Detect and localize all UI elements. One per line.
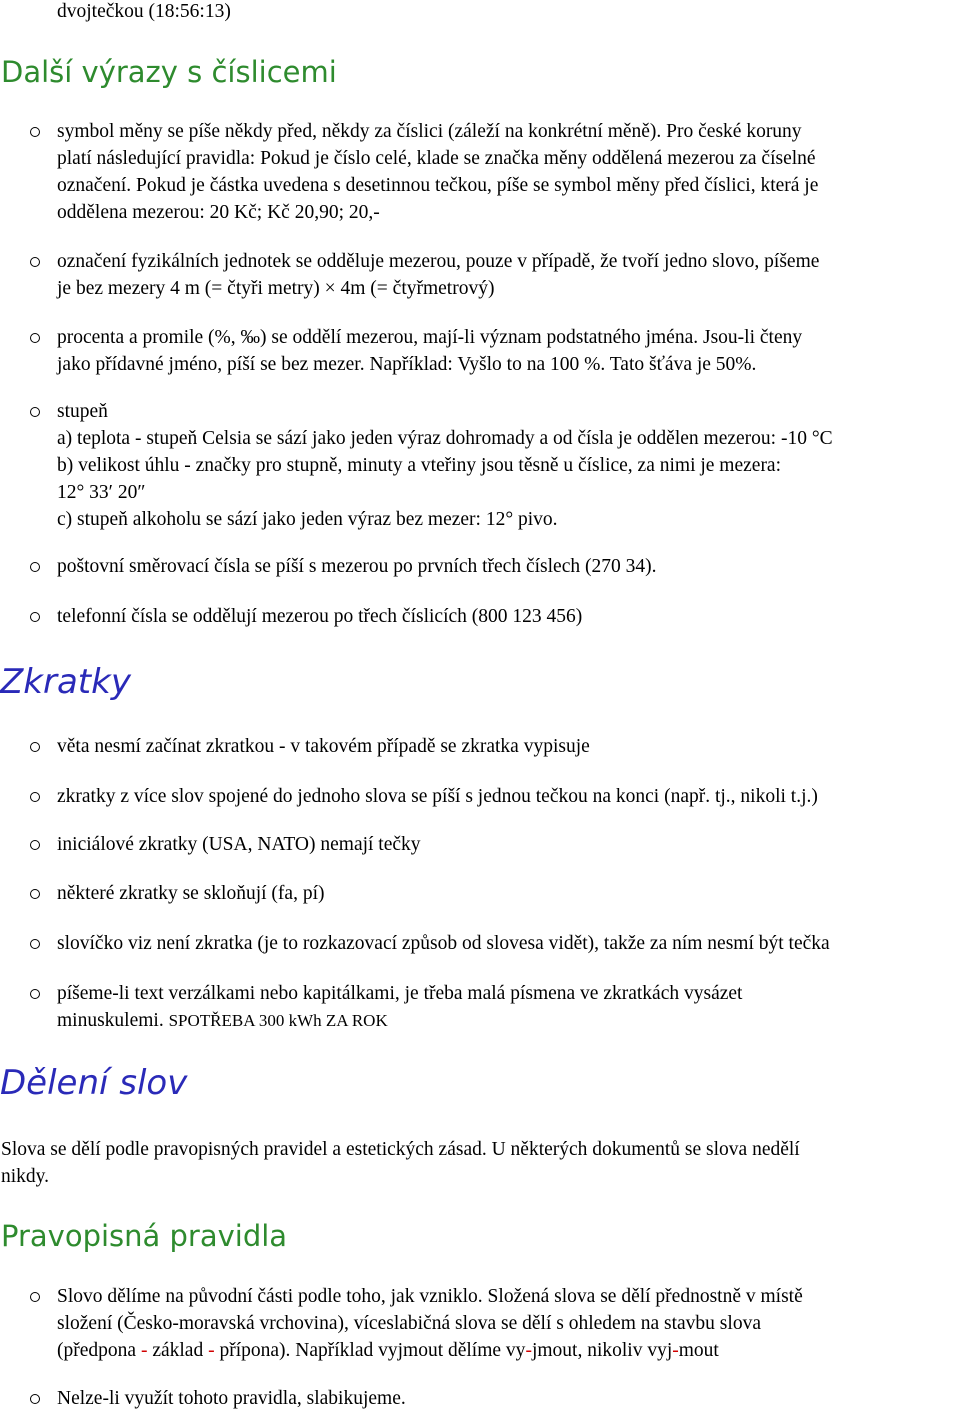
list-item [57,930,957,957]
hyphen-mark: - [672,1340,679,1361]
bullet-icon [30,889,40,899]
bullet-icon [30,333,40,343]
list-item-postal [57,553,957,580]
hyphen-mark: - [525,1340,532,1361]
item-line: telefonní čísla se oddělují mezerou po třech číslicích (800 123 456) [57,606,583,627]
bullet-icon [30,257,40,267]
item-line: iniciálové zkratky (USA, NATO) nemají tečky [57,834,421,855]
heading-abbreviations: Zkratky [0,662,131,702]
item-line: poštovní směrovací čísla se píší s mezerou po prvních třech číslech (270 34). [57,556,657,577]
text-part: základ [147,1340,209,1361]
item-line: je bez mezery 4 m (= čtyři metry) × 4m (= čtyřmetrový) [57,278,495,299]
item-line: stupeň [57,401,108,422]
item-line: procenta a promile (%, ‰) se oddělí mezerou, mají-li význam podstatného jména. Jsou-li čteny [57,327,803,348]
bullet-icon [30,127,40,137]
bullet-icon [30,612,40,622]
bullet-icon [30,792,40,802]
bullet-icon [30,407,40,417]
item-line: oddělena mezerou: 20 Kč; Kč 20,90; 20,- [57,202,380,223]
item-line: píšeme-li text verzálkami nebo kapitálkami, je třeba malá písmena ve zkratkách vysázet [57,983,743,1004]
item-line [57,1337,957,1364]
item-line: zkratky z více slov spojené do jednoho slova se píší s jednou tečkou na konci (např. tj., nikoli t.j.) [57,786,818,807]
list-item-compound [57,1283,957,1364]
hyphen-mark: - [208,1340,215,1361]
text-part: (předpona [57,1340,141,1361]
item-line: věta nesmí začínat zkratkou - v takovém případě se zkratka vypisuje [57,736,590,757]
list-item [57,733,957,760]
item-line: některé zkratky se skloňují (fa, pí) [57,883,325,904]
hyphenation-paragraph [1,1136,951,1190]
paragraph-line: nikdy. [1,1166,50,1187]
text-part: přípona). Například vyjmout dělíme vy [214,1340,526,1361]
item-line: složení (Česko-moravská vrchovina), víceslabičná slova se dělí s ohledem na stavbu slova [57,1313,761,1334]
item-line: platí následující pravidla: Pokud je číslo celé, klade se značka měny oddělená mezerou za číselné [57,148,816,169]
smallcaps-example: SPOTŘEBA 300 kWh ZA ROK [168,1011,388,1030]
item-line: označení. Pokud je částka uvedena s desetinnou tečkou, píše se symbol měny před číslici, která je [57,175,819,196]
bullet-icon [30,939,40,949]
text-part: mout [678,1340,719,1361]
list-item-phone [57,603,957,630]
list-item-currency [57,118,957,226]
item-line: označení fyzikálních jednotek se odděluje mezerou, pouze v případě, že tvoří jedno slovo, píšeme [57,251,820,272]
bullet-icon [30,562,40,572]
list-item-syllabify [57,1385,957,1412]
heading-numbers: Další výrazy s číslicemi [1,55,337,89]
heading-hyphenation: Dělení slov [0,1063,188,1103]
paragraph-line: Slova se dělí podle pravopisných pravidel a estetických zásad. U některých dokumentů se slova nedělí [1,1139,800,1160]
item-line: Slovo dělíme na původní části podle toho, jak vzniklo. Složená slova se dělí přednostně v místě [57,1286,803,1307]
list-item [57,783,957,810]
bullet-icon [30,840,40,850]
text-part: jmout, nikoliv vyj [531,1340,673,1361]
list-item [57,880,957,907]
item-line-text: minuskulemi. [57,1010,164,1031]
bullet-icon [30,742,40,752]
list-item-percent [57,324,957,378]
item-line: slovíčko viz není zkratka (je to rozkazovací způsob od slovesa vidět), takže za ním nesmí být tečka [57,933,830,954]
item-line: Nelze-li využít tohoto pravidla, slabikujeme. [57,1388,406,1409]
list-item [57,831,957,858]
item-line: b) velikost úhlu - značky pro stupně, minuty a vteřiny jsou těsně u číslice, za nimi je mezera: [57,455,782,476]
top-line-text: dvojtečkou (18:56:13) [57,1,231,22]
bullet-icon [30,1292,40,1302]
bullet-icon [30,1394,40,1404]
item-line: 12° 33′ 20″ [57,482,146,503]
item-line: symbol měny se píše někdy před, někdy za číslici (záleží na konkrétní měně). Pro české koruny [57,121,802,142]
item-line: a) teplota - stupeň Celsia se sází jako jeden výraz dohromady a od čísla je oddělen mezerou: -10 °C [57,428,833,449]
item-line: c) stupeň alkoholu se sází jako jeden výraz bez mezer: 12° pivo. [57,509,558,530]
bullet-icon [30,989,40,999]
list-item-units [57,248,957,302]
list-item-degree [57,398,957,533]
list-item [57,980,957,1034]
heading-rules: Pravopisná pravidla [1,1219,288,1253]
item-line [57,1007,957,1034]
item-line: jako přídavné jméno, píší se bez mezer. Například: Vyšlo to na 100 %. Tato šťáva je 50%. [57,354,757,375]
hyphen-mark: - [140,1340,148,1361]
